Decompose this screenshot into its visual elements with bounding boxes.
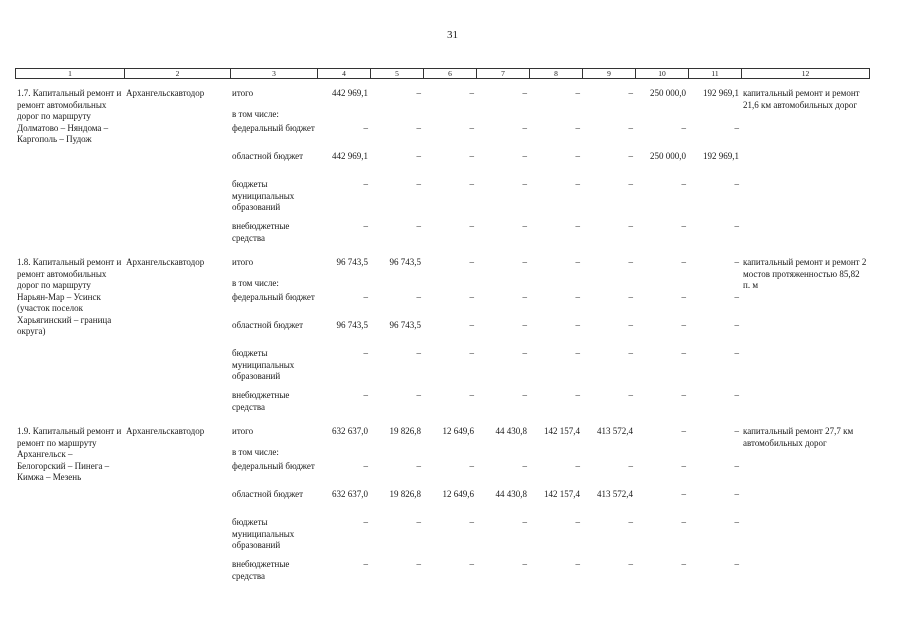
value-col-6: – [469, 88, 474, 98]
value-col-6: – [469, 517, 474, 527]
value-col-10 [635, 447, 688, 461]
value-col-4: – [363, 559, 368, 569]
value-col-8: – [575, 88, 580, 98]
header-col-5: 5 [371, 69, 424, 79]
value-col-8 [529, 109, 582, 123]
row-label: федеральный бюджет [232, 461, 315, 471]
value-col-8: – [575, 517, 580, 527]
value-col-10: – [681, 390, 686, 400]
value-col-5: 96 743,5 [389, 320, 421, 330]
header-col-2: 2 [125, 69, 231, 79]
value-col-5 [370, 109, 423, 123]
value-col-9: – [628, 390, 633, 400]
value-col-11: – [734, 179, 739, 189]
value-col-7: 44 430,8 [495, 426, 527, 436]
value-col-4: – [363, 348, 368, 358]
row-label: внебюджетные средства [232, 221, 290, 243]
value-col-6: – [469, 257, 474, 267]
value-col-5: – [416, 348, 421, 358]
value-col-9 [582, 278, 635, 292]
value-col-7: – [522, 559, 527, 569]
value-col-7: – [522, 123, 527, 133]
value-col-8: – [575, 123, 580, 133]
value-col-10: – [681, 517, 686, 527]
section-executor: Архангельскавтодор [126, 257, 205, 267]
section-2-row-itogo [15, 257, 869, 278]
value-col-4: – [363, 390, 368, 400]
column-number-header [15, 68, 870, 79]
header-col-9: 9 [583, 69, 636, 79]
value-col-5 [370, 447, 423, 461]
value-col-8: – [575, 221, 580, 231]
value-col-11 [688, 109, 741, 123]
value-col-8: 142 157,4 [544, 426, 580, 436]
value-col-5: – [416, 461, 421, 471]
value-col-5: 19 826,8 [389, 426, 421, 436]
value-col-11: – [734, 221, 739, 231]
value-col-11: – [734, 559, 739, 569]
value-col-6: – [469, 151, 474, 161]
value-col-8: – [575, 257, 580, 267]
value-col-7: – [522, 88, 527, 98]
value-col-11: – [734, 517, 739, 527]
value-col-4: – [363, 123, 368, 133]
value-col-7: – [522, 517, 527, 527]
row-label: итого [232, 257, 254, 267]
value-col-5: – [416, 88, 421, 98]
value-col-10: – [681, 559, 686, 569]
value-col-6: – [469, 179, 474, 189]
value-col-8: – [575, 151, 580, 161]
value-col-11: – [734, 489, 739, 499]
value-col-4: 96 743,5 [336, 320, 368, 330]
value-col-10: – [681, 292, 686, 302]
value-col-5: – [416, 179, 421, 189]
value-col-9: – [628, 559, 633, 569]
value-col-8: – [575, 179, 580, 189]
value-col-11 [688, 278, 741, 292]
value-col-5: – [416, 517, 421, 527]
row-label: в том числе: [232, 109, 279, 119]
value-col-10: – [681, 426, 686, 436]
value-col-4: 632 637,0 [332, 489, 368, 499]
header-col-4: 4 [318, 69, 371, 79]
row-label: в том числе: [232, 278, 279, 288]
value-col-4: 632 637,0 [332, 426, 368, 436]
value-col-5: 96 743,5 [389, 257, 421, 267]
value-col-4: – [363, 517, 368, 527]
row-label: в том числе: [232, 447, 279, 457]
row-label: областной бюджет [232, 320, 304, 330]
section-executor: Архангельскавтодор [126, 426, 205, 436]
value-col-9 [582, 109, 635, 123]
value-col-10: – [681, 348, 686, 358]
value-col-11: 192 969,1 [703, 151, 739, 161]
value-col-4 [317, 447, 370, 461]
value-col-9: – [628, 257, 633, 267]
header-col-3: 3 [231, 69, 318, 79]
value-col-8: – [575, 348, 580, 358]
value-col-11: 192 969,1 [703, 88, 739, 98]
value-col-11: – [734, 123, 739, 133]
value-col-7: – [522, 179, 527, 189]
value-col-6: – [469, 221, 474, 231]
value-col-10: 250 000,0 [650, 88, 686, 98]
section-executor: Архангельскавтодор [126, 88, 205, 98]
value-col-5: – [416, 559, 421, 569]
value-col-5: – [416, 221, 421, 231]
row-label: бюджеты муниципальных образований [232, 179, 295, 212]
header-col-12: 12 [742, 69, 870, 79]
value-col-11: – [734, 461, 739, 471]
value-col-6: 12 649,6 [442, 426, 474, 436]
value-col-9: – [628, 320, 633, 330]
value-col-7: – [522, 151, 527, 161]
value-col-11: – [734, 390, 739, 400]
value-col-9: 413 572,4 [597, 489, 633, 499]
value-col-11 [688, 447, 741, 461]
value-col-11: – [734, 257, 739, 267]
row-label: бюджеты муниципальных образований [232, 517, 295, 550]
value-col-10: 250 000,0 [650, 151, 686, 161]
value-col-8: – [575, 320, 580, 330]
value-col-10 [635, 109, 688, 123]
header-col-8: 8 [530, 69, 583, 79]
header-col-10: 10 [636, 69, 689, 79]
value-col-9: – [628, 221, 633, 231]
value-col-9: – [628, 461, 633, 471]
page-number: 31 [447, 29, 458, 41]
value-col-6 [423, 447, 476, 461]
row-label: итого [232, 88, 254, 98]
header-col-6: 6 [424, 69, 477, 79]
value-col-7: – [522, 461, 527, 471]
value-col-5 [370, 278, 423, 292]
value-col-9: – [628, 348, 633, 358]
value-col-6 [423, 109, 476, 123]
value-col-8: – [575, 292, 580, 302]
header-col-11: 11 [689, 69, 742, 79]
value-col-4: – [363, 221, 368, 231]
value-col-8: – [575, 559, 580, 569]
value-col-7 [476, 278, 529, 292]
row-label: областной бюджет [232, 489, 304, 499]
value-col-8: 142 157,4 [544, 489, 580, 499]
value-col-4: 442 969,1 [332, 88, 368, 98]
value-col-5: 19 826,8 [389, 489, 421, 499]
value-col-7 [476, 447, 529, 461]
value-col-10: – [681, 257, 686, 267]
value-col-7: – [522, 221, 527, 231]
value-col-9: – [628, 151, 633, 161]
value-col-7: – [522, 348, 527, 358]
row-label: федеральный бюджет [232, 292, 315, 302]
value-col-11: – [734, 292, 739, 302]
value-col-4 [317, 278, 370, 292]
value-col-6: – [469, 348, 474, 358]
row-label: федеральный бюджет [232, 123, 315, 133]
value-col-11: – [734, 348, 739, 358]
value-col-6: – [469, 559, 474, 569]
value-col-9 [582, 447, 635, 461]
value-col-10 [635, 278, 688, 292]
value-col-5: – [416, 390, 421, 400]
value-col-8 [529, 447, 582, 461]
value-col-6: – [469, 461, 474, 471]
value-col-10: – [681, 461, 686, 471]
value-col-10: – [681, 320, 686, 330]
value-col-6: – [469, 123, 474, 133]
value-col-10: – [681, 179, 686, 189]
value-col-5: – [416, 151, 421, 161]
value-col-4 [317, 109, 370, 123]
value-col-9: – [628, 88, 633, 98]
value-col-6: – [469, 320, 474, 330]
value-col-7: – [522, 257, 527, 267]
value-col-8: – [575, 390, 580, 400]
section-3-row-itogo [15, 426, 869, 447]
value-col-5: – [416, 123, 421, 133]
section-result: капитальный ремонт и ремонт 21,6 км автомобильных дорог [743, 88, 860, 110]
value-col-4: 442 969,1 [332, 151, 368, 161]
value-col-8 [529, 278, 582, 292]
section-title: 1.9. Капитальный ремонт и ремонт по маршруту Архангельск – Белогорский – Пинега – Кимжа – Мезень [17, 426, 122, 482]
value-col-9: – [628, 123, 633, 133]
value-col-11: – [734, 320, 739, 330]
value-col-9: – [628, 179, 633, 189]
value-col-6: – [469, 390, 474, 400]
value-col-11: – [734, 426, 739, 436]
value-col-4: 96 743,5 [336, 257, 368, 267]
value-col-9: – [628, 517, 633, 527]
value-col-4: – [363, 292, 368, 302]
value-col-7 [476, 109, 529, 123]
value-col-7: – [522, 292, 527, 302]
value-col-6 [423, 278, 476, 292]
value-col-7: – [522, 390, 527, 400]
header-col-7: 7 [477, 69, 530, 79]
header-row [16, 69, 870, 79]
value-col-7: 44 430,8 [495, 489, 527, 499]
row-label: внебюджетные средства [232, 390, 290, 412]
header-col-1: 1 [16, 69, 125, 79]
budget-table [15, 88, 869, 592]
value-col-9: 413 572,4 [597, 426, 633, 436]
value-col-10: – [681, 221, 686, 231]
row-label: бюджеты муниципальных образований [232, 348, 295, 381]
value-col-8: – [575, 461, 580, 471]
row-label: итого [232, 426, 254, 436]
value-col-9: – [628, 292, 633, 302]
value-col-10: – [681, 489, 686, 499]
value-col-10: – [681, 123, 686, 133]
value-col-6: – [469, 292, 474, 302]
row-label: внебюджетные средства [232, 559, 290, 581]
value-col-7: – [522, 320, 527, 330]
section-1-row-itogo [15, 88, 869, 109]
value-col-5: – [416, 292, 421, 302]
value-col-4: – [363, 179, 368, 189]
value-col-4: – [363, 461, 368, 471]
row-label: областной бюджет [232, 151, 304, 161]
section-result: капитальный ремонт 27,7 км автомобильных дорог [743, 426, 854, 448]
section-title: 1.8. Капитальный ремонт и ремонт автомобильных дорог по маршруту Нарьян-Мар – Усинск (участок поселок Харьягинский – граница округа) [17, 257, 122, 336]
value-col-6: 12 649,6 [442, 489, 474, 499]
section-title: 1.7. Капитальный ремонт и ремонт автомобильных дорог по маршруту Долматово – Няндома – Каргополь – Пудож [17, 88, 122, 144]
section-result: капитальный ремонт и ремонт 2 мостов протяженностью 85,82 п. м [743, 257, 867, 290]
